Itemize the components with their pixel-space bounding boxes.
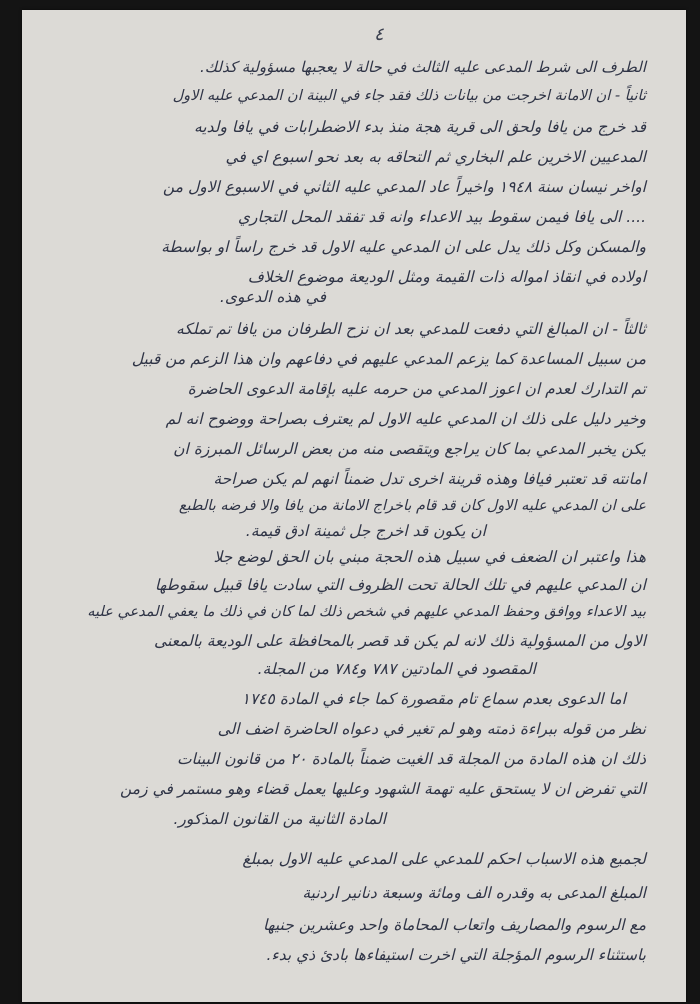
text-line: امانته قد تعتبر فيافا وهذه قرينة اخرى تدل ضمناً انهم لم يكن صراحة [213,470,646,488]
text-line: ثالثاً - ان المبالغ التي دفعت للمدعي بعد ان نزح الطرفان من يافا تم تملكه [175,320,646,338]
text-line: بيد الاعداء ووافق وحفظ المدعي عليهم في شخص ذلك لما كان في ذلك ما يعفي المدعي عليه [87,604,646,620]
text-line: لجميع هذه الاسباب احكم للمدعي على المدعي عليه الاول بمبلغ [242,850,646,868]
text-line: المادة الثانية من القانون المذكور. [173,810,386,828]
text-line: تم التدارك لعدم ان اعوز المدعي من حرمه عليه بإقامة الدعوى الحاضرة [187,380,646,398]
text-line: ان المدعي عليهم في تلك الحالة تحت الظروف التي سادت يافا قبيل سقوطها [154,576,646,594]
text-line: اواخر نيسان سنة ١٩٤٨ واخيراً عاد المدعي عليه الثاني في الاسبوع الاول من [162,178,646,196]
text-line: قد خرج من يافا ولحق الى قرية هجة منذ بدء الاضطرابات في يافا ولديه [194,118,646,136]
text-line: نظر من قوله ببراءة ذمته وهو لم تغير في دعواه الحاضرة اضف الى [217,720,646,738]
text-line: اولاده في انقاذ امواله ذات القيمة ومثل الوديعة موضوع الخلاف [247,268,646,286]
text-line: المبلغ المدعى به وقدره الف ومائة وسبعة دنانير اردنية [302,884,646,902]
document-page [22,10,686,1002]
text-line: ان يكون قد اخرج جل ثمينة ادق قيمة. [245,522,486,540]
text-line: مع الرسوم والمصاريف واتعاب المحاماة واحد وعشرين جنيها [263,916,646,934]
text-line: المدعيين الاخرين علم البخاري ثم التحاقه به بعد نحو اسبوع اي في [225,148,646,166]
text-line: ذلك ان هذه المادة من المجلة قد الغيت ضمناً بالمادة ٢٠ من قانون البينات [176,750,646,768]
text-line: وخير دليل على ذلك ان المدعي عليه الاول لم يعترف بصراحة ووضوح انه لم [165,410,646,428]
page-number: ٤ [374,24,384,45]
text-line: الطرف الى شرط المدعى عليه الثالث في حالة لا يعجبها مسؤولية كذلك. [200,58,646,76]
text-line: ثانياً - ان الامانة اخرجت من بيانات ذلك فقد جاء في البينة ان المدعي عليه الاول [172,88,646,104]
text-line: باستثناء الرسوم المؤجلة التي اخرت استيفاءها بادئ ذي بدء. [266,946,646,964]
text-line: يكن يخبر المدعي بما كان يراجع ويتقصى منه من بعض الرسائل المبرزة ان [173,440,646,458]
text-line: التي تفرض ان لا يستحق عليه تهمة الشهود وعليها يعمل قضاء وهو مستمر في زمن [119,780,646,798]
text-line: من سبيل المساعدة كما يزعم المدعي عليهم في دفاعهم وان هذا الزعم من قبيل [131,350,646,368]
text-line: المقصود في المادتين ٧٨٧ و٧٨٤ من المجلة. [257,660,536,678]
text-line: والمسكن وكل ذلك يدل على ان المدعي عليه الاول قد خرج راساً او بواسطة [161,238,646,256]
text-line: هذا واعتبر ان الضعف في سبيل هذه الحجة مبني بان الحق لوضع جلا [213,548,646,566]
text-line: على ان المدعي عليه الاول كان قد قام باخراج الامانة من يافا والا فرضه بالطبع [178,498,646,514]
text-line: الاول من المسؤولية ذلك لانه لم يكن قد قصر بالمحافظة على الوديعة بالمعنى [154,632,646,650]
text-line: في هذه الدعوى. [219,288,326,306]
text-line: اما الدعوى بعدم سماع تام مقصورة كما جاء في المادة ١٧٤٥ [241,690,626,708]
text-line: .... الى يافا فيمن سقوط بيد الاعداء وانه قد تفقد المحل التجاري [237,208,646,226]
